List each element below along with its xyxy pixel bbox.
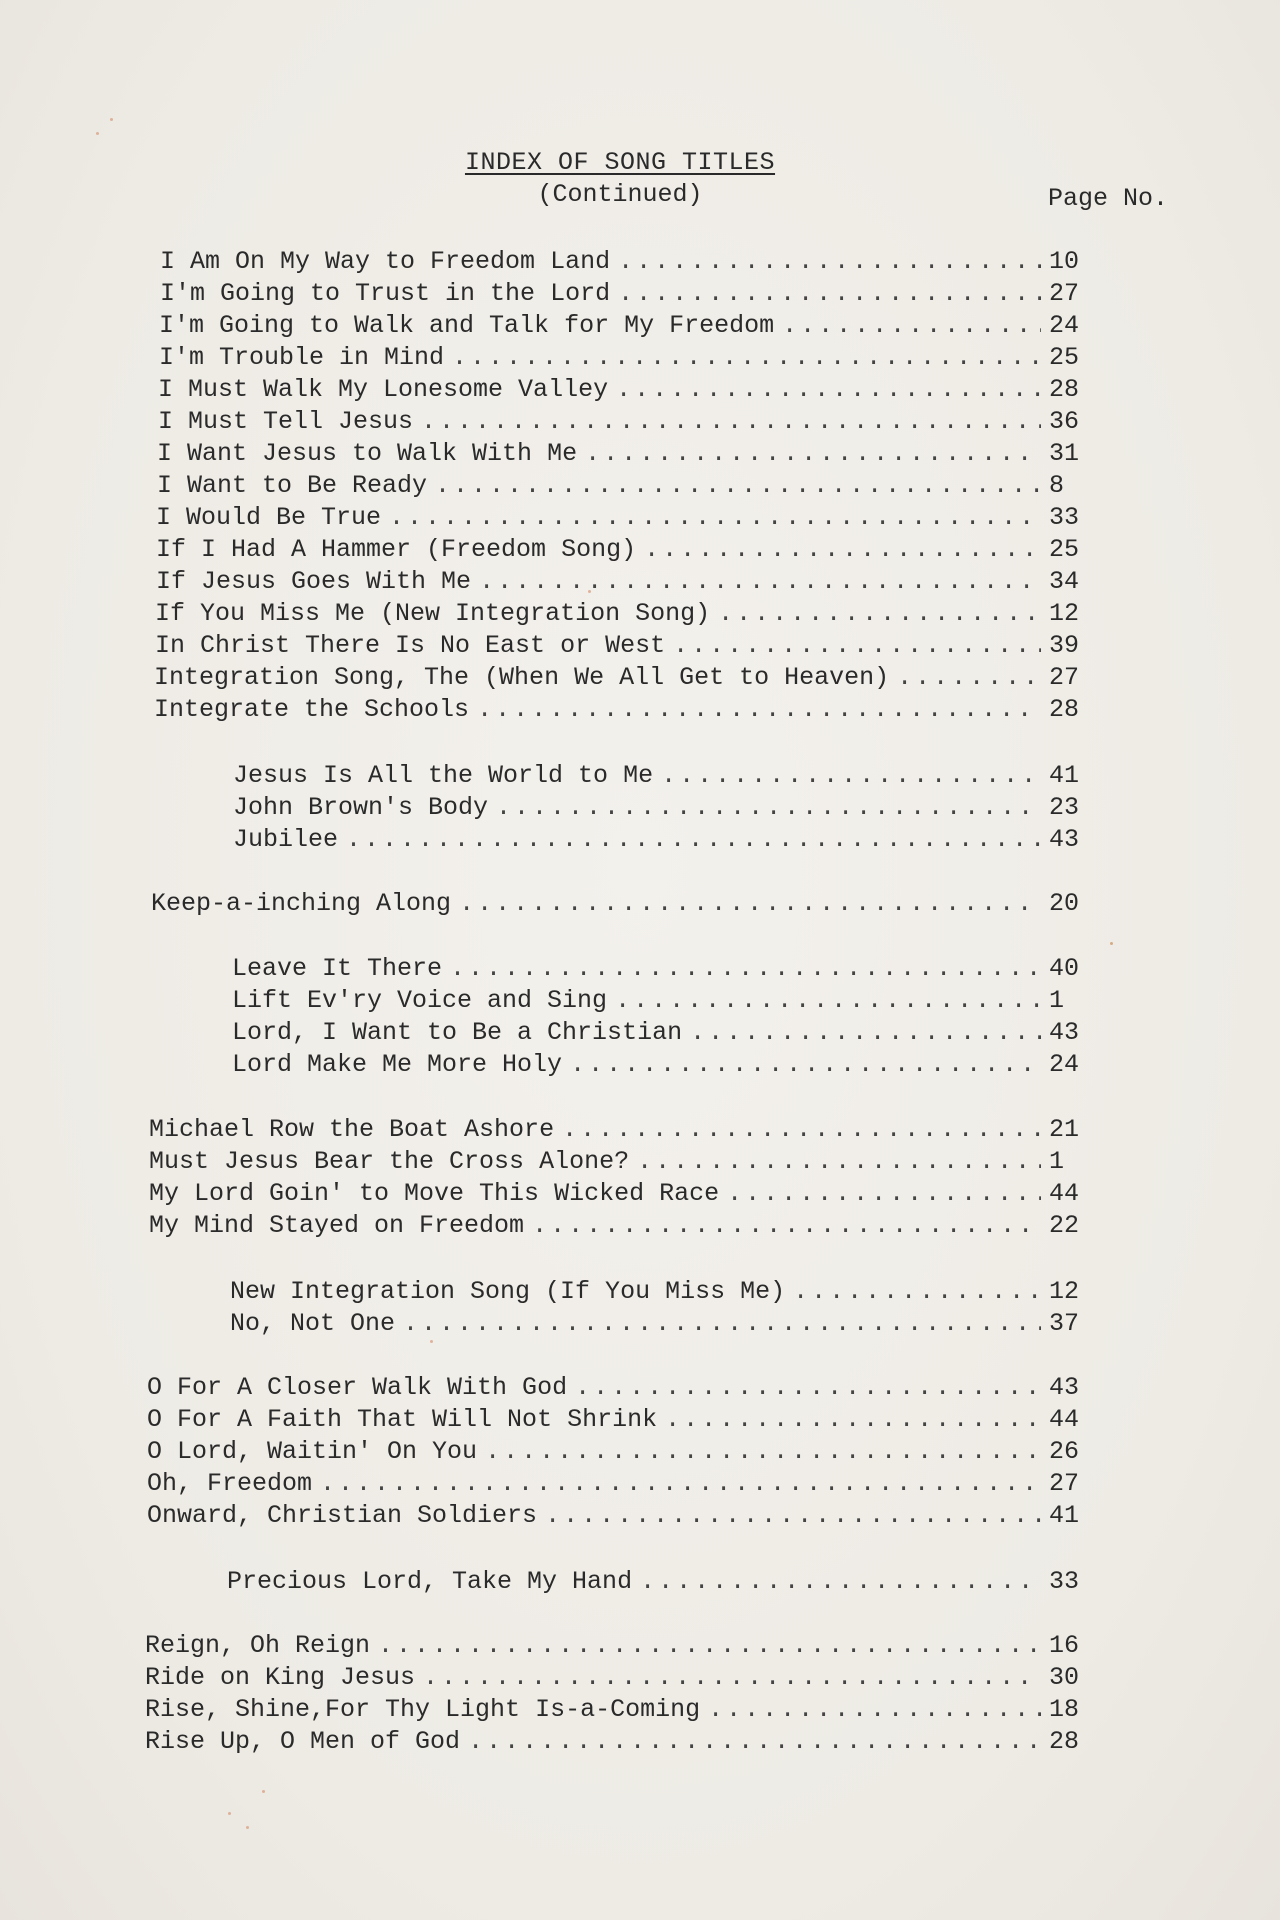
page-number: 33: [1049, 503, 1080, 532]
song-title: Integration Song, The (When We All Get to Heaven): [154, 663, 890, 692]
index-entry: [154, 662, 1085, 694]
paper-speck: [262, 1790, 265, 1793]
song-title: O For A Closer Walk With God: [147, 1373, 568, 1402]
page-number: 41: [1049, 1501, 1080, 1530]
song-title: I Must Walk My Lonesome Valley: [158, 375, 609, 404]
index-entry: [232, 985, 1085, 1017]
dot-leader: [496, 792, 1041, 824]
dot-leader: [421, 406, 1041, 438]
song-title: If You Miss Me (New Integration Song): [155, 599, 711, 628]
paper-speck: [1110, 942, 1113, 945]
dot-leader: [450, 953, 1041, 985]
song-title: If I Had A Hammer (Freedom Song): [156, 535, 637, 564]
page-number: 16: [1049, 1631, 1080, 1660]
dot-leader: [793, 1276, 1041, 1308]
index-entry: [230, 1276, 1085, 1308]
song-title: Leave It There: [232, 954, 443, 983]
paper-speck: [96, 132, 99, 135]
dot-leader: [320, 1468, 1041, 1500]
song-title: I Want Jesus to Walk With Me: [157, 439, 578, 468]
song-title: I Would Be True: [156, 503, 382, 532]
dot-leader: [435, 470, 1041, 502]
song-title: Keep-a-inching Along: [151, 889, 452, 918]
index-entry: [147, 1404, 1085, 1436]
song-title: O For A Faith That Will Not Shrink: [147, 1405, 658, 1434]
dot-leader: [479, 566, 1041, 598]
song-title: Oh, Freedom: [147, 1469, 313, 1498]
dot-leader: [618, 246, 1041, 278]
dot-leader: [640, 1566, 1041, 1598]
dot-leader: [459, 888, 1041, 920]
page-number: 44: [1049, 1179, 1080, 1208]
song-title: Lord Make Me More Holy: [232, 1050, 563, 1079]
song-title: Reign, Oh Reign: [145, 1631, 371, 1660]
page-number: 24: [1049, 1050, 1080, 1079]
index-entry: [149, 1146, 1085, 1178]
page-number: 18: [1049, 1695, 1080, 1724]
dot-leader: [618, 278, 1041, 310]
index-entry: [158, 374, 1085, 406]
page-number: 25: [1049, 343, 1080, 372]
index-title: INDEX OF SONG TITLES: [464, 148, 776, 177]
index-entry: [233, 760, 1085, 792]
index-entry: [232, 1017, 1085, 1049]
index-entry: [149, 1210, 1085, 1242]
index-entry: [159, 342, 1085, 374]
dot-leader: [562, 1114, 1041, 1146]
page-number: 30: [1049, 1663, 1080, 1692]
song-title: Lord, I Want to Be a Christian: [232, 1018, 683, 1047]
page-number: 12: [1049, 599, 1080, 628]
page-number: 43: [1049, 825, 1080, 854]
index-entry: [149, 1178, 1085, 1210]
dot-leader: [423, 1662, 1041, 1694]
index-entry: [230, 1308, 1085, 1340]
page-number: 37: [1049, 1309, 1080, 1338]
index-entry: [155, 630, 1085, 662]
page-number: 41: [1049, 761, 1080, 790]
index-entry: [147, 1500, 1085, 1532]
dot-leader: [665, 1404, 1041, 1436]
dot-leader: [403, 1308, 1041, 1340]
page-number: 22: [1049, 1211, 1080, 1240]
dot-leader: [532, 1210, 1041, 1242]
song-title: In Christ There Is No East or West: [155, 631, 666, 660]
page-number: 43: [1049, 1373, 1080, 1402]
index-entry: [160, 246, 1085, 278]
song-title: Jubilee: [233, 825, 339, 854]
page-number: 21: [1049, 1115, 1080, 1144]
index-entry: [160, 278, 1085, 310]
page-number-column-header: Page No.: [1047, 184, 1168, 213]
page-number: 39: [1049, 631, 1080, 660]
page-number: 28: [1049, 1727, 1080, 1756]
page-number: 26: [1049, 1437, 1080, 1466]
heading: [0, 148, 1280, 177]
song-title: If Jesus Goes With Me: [156, 567, 472, 596]
song-title: New Integration Song (If You Miss Me): [230, 1277, 786, 1306]
index-entry: [156, 566, 1085, 598]
song-title: I'm Going to Trust in the Lord: [160, 279, 611, 308]
paper-speck: [430, 1340, 433, 1343]
dot-leader: [727, 1178, 1041, 1210]
dot-leader: [477, 694, 1041, 726]
index-entry: [145, 1630, 1085, 1662]
song-title: Integrate the Schools: [154, 695, 470, 724]
song-title: Rise Up, O Men of God: [145, 1727, 461, 1756]
index-entry: [145, 1726, 1085, 1758]
page-number: 40: [1049, 954, 1080, 983]
page-number: 27: [1049, 279, 1080, 308]
dot-leader: [585, 438, 1041, 470]
dot-leader: [708, 1694, 1041, 1726]
song-title: Rise, Shine,For Thy Light Is-a-Coming: [145, 1695, 701, 1724]
page-number: 28: [1049, 375, 1080, 404]
dot-leader: [485, 1436, 1041, 1468]
page-number: 34: [1049, 567, 1080, 596]
dot-leader: [673, 630, 1041, 662]
song-title: Jesus Is All the World to Me: [233, 761, 654, 790]
song-title: My Mind Stayed on Freedom: [149, 1211, 525, 1240]
song-title: I Want to Be Ready: [157, 471, 428, 500]
page-number: 27: [1049, 1469, 1080, 1498]
index-entry: [233, 792, 1085, 824]
dot-leader: [545, 1500, 1041, 1532]
page-number: 33: [1049, 1567, 1080, 1596]
song-title: No, Not One: [230, 1309, 396, 1338]
index-entry: [157, 470, 1085, 502]
dot-leader: [346, 824, 1041, 856]
page-number: 12: [1049, 1277, 1080, 1306]
dot-leader: [690, 1017, 1041, 1049]
index-entry: [151, 888, 1085, 920]
index-entry: [158, 406, 1085, 438]
page-number: 44: [1049, 1405, 1080, 1434]
index-entry: [232, 1049, 1085, 1081]
index-entry: [145, 1662, 1085, 1694]
page-number: 31: [1049, 439, 1080, 468]
index-entry: [147, 1436, 1085, 1468]
song-title: My Lord Goin' to Move This Wicked Race: [149, 1179, 720, 1208]
index-entry: [145, 1694, 1085, 1726]
song-title: O Lord, Waitin' On You: [147, 1437, 478, 1466]
page-number: 1: [1049, 986, 1065, 1015]
song-title: John Brown's Body: [233, 793, 489, 822]
page-number: 8: [1049, 471, 1065, 500]
index-entry: [155, 598, 1085, 630]
page-number: 10: [1049, 247, 1080, 276]
dot-leader: [575, 1372, 1041, 1404]
song-title: Michael Row the Boat Ashore: [149, 1115, 555, 1144]
index-entry: [156, 534, 1085, 566]
page-number: 23: [1049, 793, 1080, 822]
song-title: I'm Going to Walk and Talk for My Freedom: [159, 311, 775, 340]
index-entry: [227, 1566, 1085, 1598]
dot-leader: [637, 1146, 1041, 1178]
paper-speck: [110, 118, 113, 121]
song-title: Onward, Christian Soldiers: [147, 1501, 538, 1530]
dot-leader: [378, 1630, 1041, 1662]
page-number: 43: [1049, 1018, 1080, 1047]
page-number: 1: [1049, 1147, 1065, 1176]
page-number: 25: [1049, 535, 1080, 564]
index-entry: [233, 824, 1085, 856]
index-entry: [157, 438, 1085, 470]
index-entry: [159, 310, 1085, 342]
page-number: 20: [1049, 889, 1080, 918]
dot-leader: [570, 1049, 1041, 1081]
song-title: Must Jesus Bear the Cross Alone?: [149, 1147, 630, 1176]
dot-leader: [897, 662, 1041, 694]
page-number: 27: [1049, 663, 1080, 692]
paper-speck: [246, 1826, 249, 1829]
dot-leader: [616, 374, 1041, 406]
song-title: I Am On My Way to Freedom Land: [160, 247, 611, 276]
dot-leader: [615, 985, 1041, 1017]
page-number: 28: [1049, 695, 1080, 724]
song-title: Precious Lord, Take My Hand: [227, 1567, 633, 1596]
index-entry: [154, 694, 1085, 726]
dot-leader: [644, 534, 1041, 566]
dot-leader: [718, 598, 1041, 630]
dot-leader: [452, 342, 1041, 374]
song-title: Lift Ev'ry Voice and Sing: [232, 986, 608, 1015]
paper-speck: [228, 1812, 231, 1815]
dot-leader: [661, 760, 1041, 792]
index-entry: [147, 1372, 1085, 1404]
paper-speck: [588, 590, 591, 593]
index-entry: [149, 1114, 1085, 1146]
index-subtitle: (Continued): [537, 180, 703, 209]
dot-leader: [389, 502, 1041, 534]
song-title: Ride on King Jesus: [145, 1663, 416, 1692]
index-entry: [147, 1468, 1085, 1500]
page-number: 24: [1049, 311, 1080, 340]
dot-leader: [782, 310, 1041, 342]
index-entry: [232, 953, 1085, 985]
index-entry: [156, 502, 1085, 534]
dot-leader: [468, 1726, 1041, 1758]
song-title: I'm Trouble in Mind: [159, 343, 445, 372]
song-title: I Must Tell Jesus: [158, 407, 414, 436]
page-number: 36: [1049, 407, 1080, 436]
